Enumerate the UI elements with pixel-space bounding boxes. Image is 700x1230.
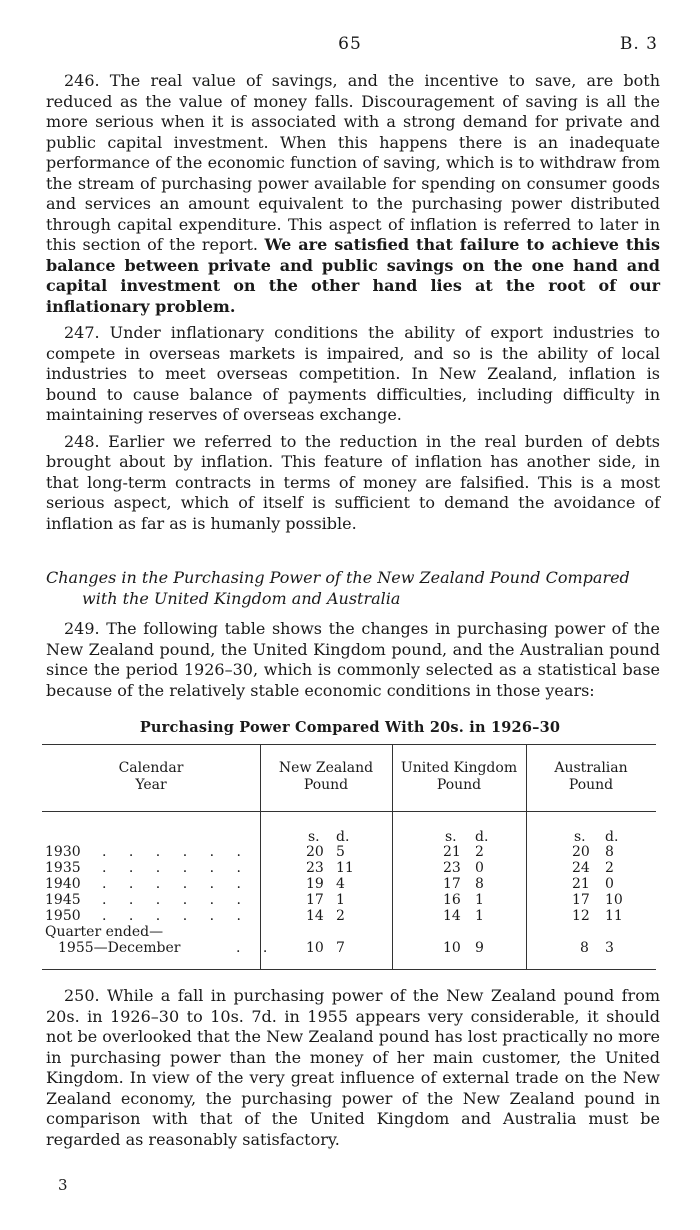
au-pence: 11	[605, 908, 623, 924]
leader-dots: . . . . . .	[102, 908, 250, 924]
quarter-label: Quarter ended—	[45, 924, 164, 940]
uk-pence: 9	[475, 940, 484, 956]
nz-pence: 7	[336, 940, 345, 956]
uk-shillings: 16	[443, 892, 461, 908]
leader-dots: . . . . . .	[102, 876, 250, 892]
nz-shillings: 17	[306, 892, 324, 908]
purchasing-power-table	[42, 744, 656, 970]
au-shillings: 12	[572, 908, 590, 924]
unit-pence: d.	[475, 829, 489, 845]
nz-pence: 2	[336, 908, 345, 924]
header-text: Australian	[554, 760, 628, 776]
intro-text-block	[46, 619, 660, 707]
document-reference: B. 3	[619, 34, 658, 54]
header-text: New Zealand	[278, 760, 374, 776]
paragraph-246	[46, 71, 660, 317]
header-text: Pound	[303, 777, 349, 793]
au-shillings: 24	[572, 860, 590, 876]
nz-shillings: 14	[306, 908, 324, 924]
au-shillings: 21	[572, 876, 590, 892]
sheet-number: 3	[58, 1176, 68, 1194]
paragraph-246-text: 246. The real value of savings, and the incentive to save, are both reduced as the value of money falls. Discouragement of saving is all the more serious when it is associated with a strong demand for private and public capital investment. When this happens there is an inadequate performance of the economic function of saving, which is to withdraw from the stream of purchasing power available for spending on consumer goods and services an amount equivalent to the purchasing power distributed through capital expenditure. This aspect of inflation is referred to later in this section of the report.	[46, 71, 660, 254]
leader-dots: . . . . . .	[102, 892, 250, 908]
uk-pence: 8	[475, 876, 484, 892]
au-shillings: 17	[572, 892, 590, 908]
au-pence: 8	[605, 844, 614, 860]
nz-pence: 1	[336, 892, 345, 908]
unit-shillings: s.	[574, 829, 586, 845]
nz-pence: 4	[336, 876, 345, 892]
row-year: 1940	[45, 876, 81, 892]
row-year: 1945	[45, 892, 81, 908]
uk-pence: 1	[475, 892, 484, 908]
paragraph-249: 249. The following table shows the changes in purchasing power of the New Zealand pound, the United Kingdom pound, and the Australian pound since the period 1926–30, which is commonly selected as a statistical base because of the relatively stable economic conditions in those years:	[46, 619, 660, 700]
au-pence: 3	[605, 940, 614, 956]
header-text: Pound	[436, 777, 482, 793]
paragraph-250: 250. While a fall in purchasing power of the New Zealand pound from 20s. in 1926–30 to 10s. 7d. in 1955 appears very considerable, it should not be overlooked that the New Zealand pound has lost practically no more in purchasing power than the money of her main customer, the United Kingdom. In view of the very great influence of external trade on the New Zealand economy, the purchasing power of the New Zealand pound in comparison with that of the United Kingdom and Australia must be regarded as reasonably satisfactory.	[46, 986, 660, 1149]
section-heading	[46, 568, 660, 609]
row-year: 1950	[45, 908, 81, 924]
table-top-rule	[42, 744, 656, 745]
header-text: Pound	[568, 777, 614, 793]
row-year: 1930	[45, 844, 81, 860]
header-text: Year	[135, 777, 167, 793]
paragraph-247: 247. Under inflationary conditions the ability of export industries to compete in overseas markets is impaired, and so is the ability of local industries to meet overseas competition. In New Zealand, inflation is bound to cause balance of payments difficulties, including difficulty in maintaining reserves of overseas exchange.	[46, 323, 660, 424]
table-header-rule	[42, 811, 656, 812]
paragraph-246-emphasis: We are satisfied that failure to achieve this balance between private and public savings on the one hand and capital investment on the other hand lies at the root of our inflationary problem.	[46, 235, 660, 316]
nz-shillings: 19	[306, 876, 324, 892]
nz-shillings: 10	[306, 940, 324, 956]
header-calendar-year	[42, 760, 260, 794]
header-text: United Kingdom	[400, 760, 518, 776]
header-text: Calendar	[118, 760, 184, 776]
au-shillings: 20	[572, 844, 590, 860]
uk-shillings: 21	[443, 844, 461, 860]
section-heading-line-1: Changes in the Purchasing Power of the New Zealand Pound Compared	[46, 568, 630, 587]
uk-shillings: 10	[443, 940, 461, 956]
leader-dots: . . . . . .	[102, 860, 250, 876]
upper-text-block	[46, 71, 660, 540]
unit-pence: d.	[336, 829, 350, 845]
closing-text-block	[46, 986, 660, 1156]
au-pence: 2	[605, 860, 614, 876]
unit-shillings: s.	[445, 829, 457, 845]
uk-shillings: 23	[443, 860, 461, 876]
table-bottom-rule	[42, 969, 656, 970]
row-year: 1955—December	[58, 940, 181, 956]
au-shillings: 8	[580, 940, 589, 956]
uk-shillings: 17	[443, 876, 461, 892]
leader-dots: . .	[236, 940, 277, 956]
header-new-zealand	[260, 760, 392, 794]
nz-pence: 5	[336, 844, 345, 860]
leader-dots: . . . . . .	[102, 844, 250, 860]
nz-shillings: 23	[306, 860, 324, 876]
page-number: 65	[338, 34, 362, 54]
au-pence: 0	[605, 876, 614, 892]
unit-shillings: s.	[308, 829, 320, 845]
uk-pence: 2	[475, 844, 484, 860]
header-united-kingdom	[392, 760, 526, 794]
paragraph-248: 248. Earlier we referred to the reduction in the real burden of debts brought about by inflation. This feature of inflation has another side, in that long-term contracts in terms of money are falsified. This is a most serious aspect, which of itself is sufficient to demand the avoidance of inflation as far as is humanly possible.	[46, 431, 660, 533]
uk-shillings: 14	[443, 908, 461, 924]
row-year: 1935	[45, 860, 81, 876]
unit-pence: d.	[605, 829, 619, 845]
nz-pence: 11	[336, 860, 354, 876]
header-australia	[526, 760, 656, 794]
uk-pence: 0	[475, 860, 484, 876]
section-heading-line-2: with the United Kingdom and Australia	[82, 588, 401, 608]
nz-shillings: 20	[306, 844, 324, 860]
au-pence: 10	[605, 892, 623, 908]
table-title: Purchasing Power Compared With 20s. in 1926–30	[139, 719, 561, 736]
uk-pence: 1	[475, 908, 484, 924]
